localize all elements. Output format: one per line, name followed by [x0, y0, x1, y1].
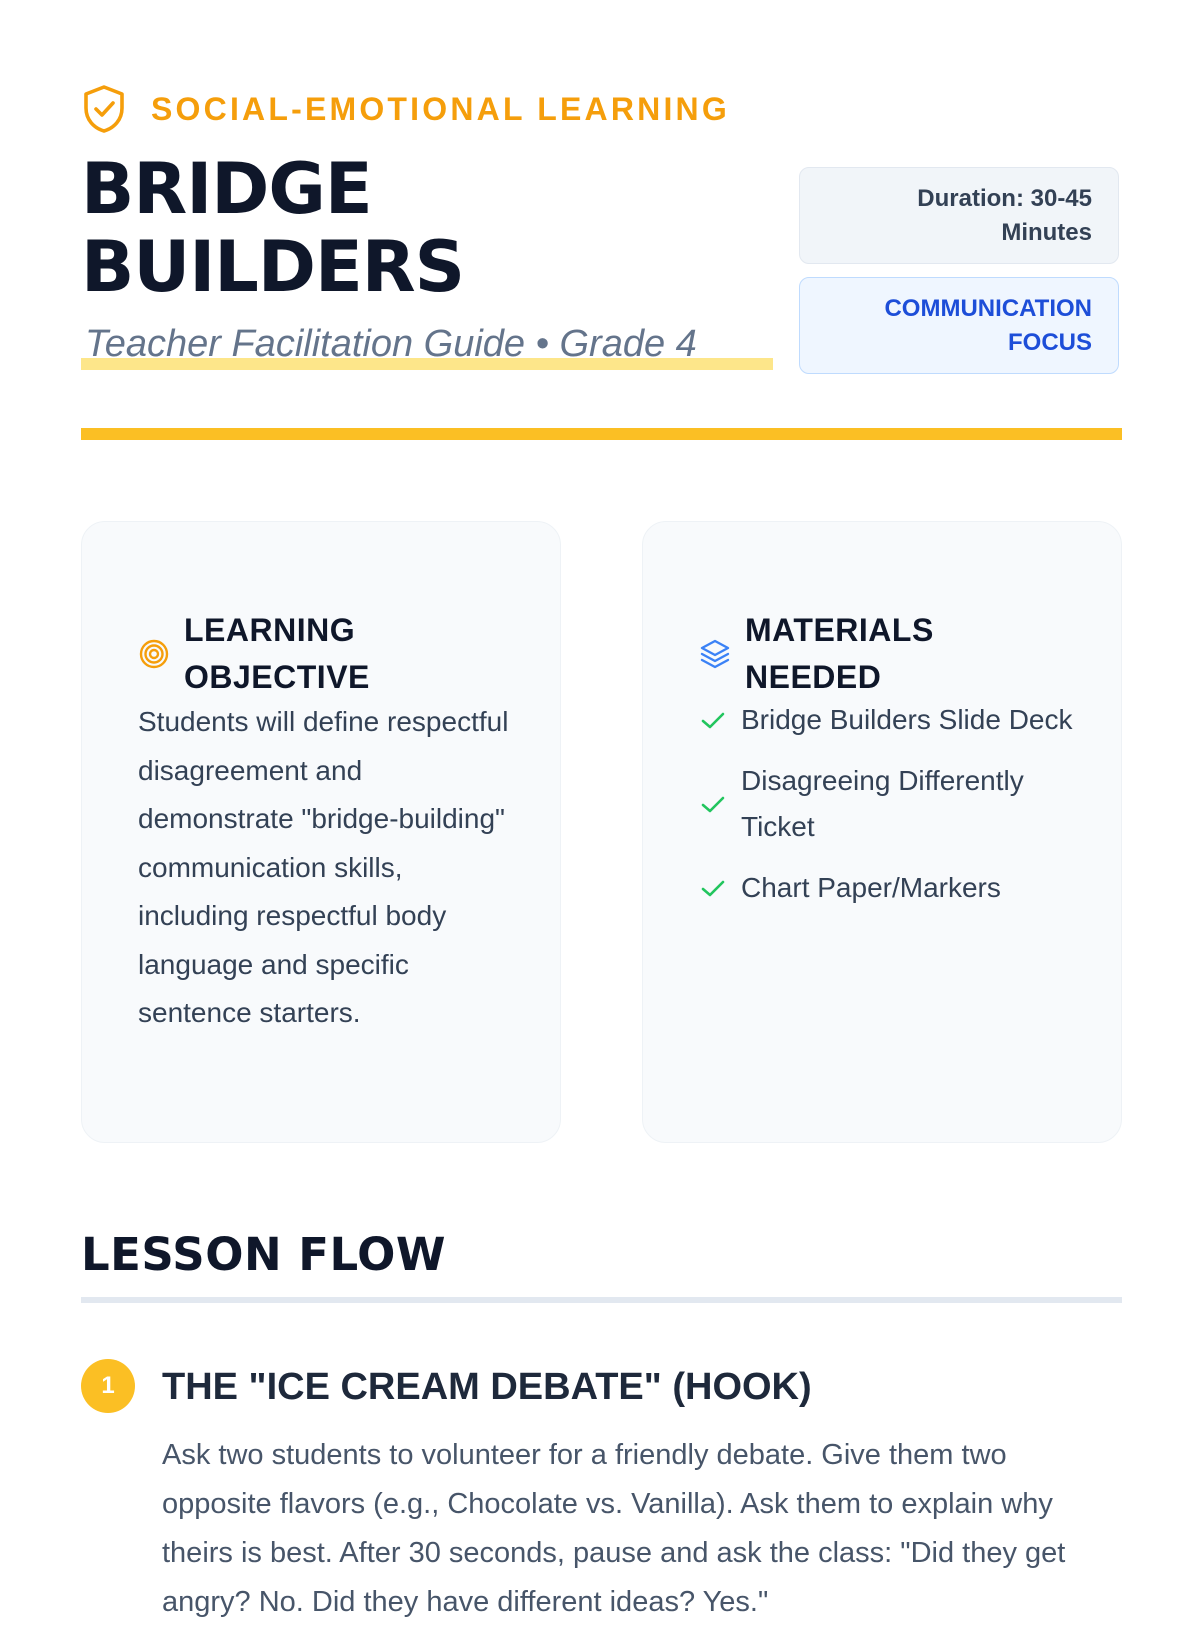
materials-list: [699, 697, 1079, 926]
step-title: THE "ICE CREAM DEBATE" (HOOK): [162, 1366, 812, 1408]
title-line-1: BRIDGE: [81, 148, 372, 230]
material-label: Bridge Builders Slide Deck: [741, 704, 1073, 735]
focus-line-2: FOCUS: [1008, 328, 1092, 356]
eyebrow: [81, 84, 730, 134]
focus-line-1: COMMUNICATION: [884, 294, 1092, 322]
duration-line-2: Minutes: [1001, 218, 1092, 246]
subtitle: Teacher Facilitation Guide • Grade 4: [85, 323, 697, 365]
step-number-badge: 1: [81, 1359, 135, 1413]
list-item: [699, 865, 1079, 911]
subtitle-block: [81, 322, 773, 366]
materials-card: [642, 521, 1122, 1143]
list-item: [699, 758, 1079, 850]
shield-check-icon: [81, 84, 127, 134]
title-line-2: BUILDERS: [81, 226, 465, 308]
objective-title-line-1: LEARNING: [184, 611, 356, 648]
material-label: Disagreeing Differently Ticket: [741, 765, 1024, 842]
materials-title-line-2: NEEDED: [745, 658, 882, 695]
lesson-flow-divider: [81, 1297, 1122, 1303]
lesson-flow-title: LESSON FLOW: [81, 1228, 446, 1281]
step-body: Ask two students to volunteer for a friendly debate. Give them two opposite flavors (e.g., Chocolate vs. Vanilla). Ask them to explain why theirs is best. After 30 seconds, pause and ask the class: "Did they get angry? No. Did they have different ideas? Yes.": [162, 1439, 1066, 1618]
check-icon: [699, 790, 727, 818]
materials-title: [745, 607, 934, 701]
objective-title: [184, 607, 370, 701]
target-icon: [138, 638, 170, 670]
learning-objective-card: [81, 521, 561, 1143]
focus-badge: [799, 277, 1119, 374]
check-icon: [699, 706, 727, 734]
material-label: Chart Paper/Markers: [741, 872, 1001, 903]
check-icon: [699, 874, 727, 902]
objective-text: Students will define respectful disagreement and demonstrate "bridge-building" communication skills, including respectful body language and specific sentence starters.: [138, 706, 509, 1028]
duration-line-1: Duration: 30-45: [917, 184, 1092, 212]
page-title: [81, 150, 464, 306]
layers-icon: [699, 638, 731, 670]
header-divider: [81, 428, 1122, 440]
materials-title-line-1: MATERIALS: [745, 611, 934, 648]
objective-title-line-2: OBJECTIVE: [184, 658, 370, 695]
list-item: [699, 697, 1079, 743]
eyebrow-label: SOCIAL-EMOTIONAL LEARNING: [151, 90, 730, 127]
duration-badge: [799, 167, 1119, 264]
